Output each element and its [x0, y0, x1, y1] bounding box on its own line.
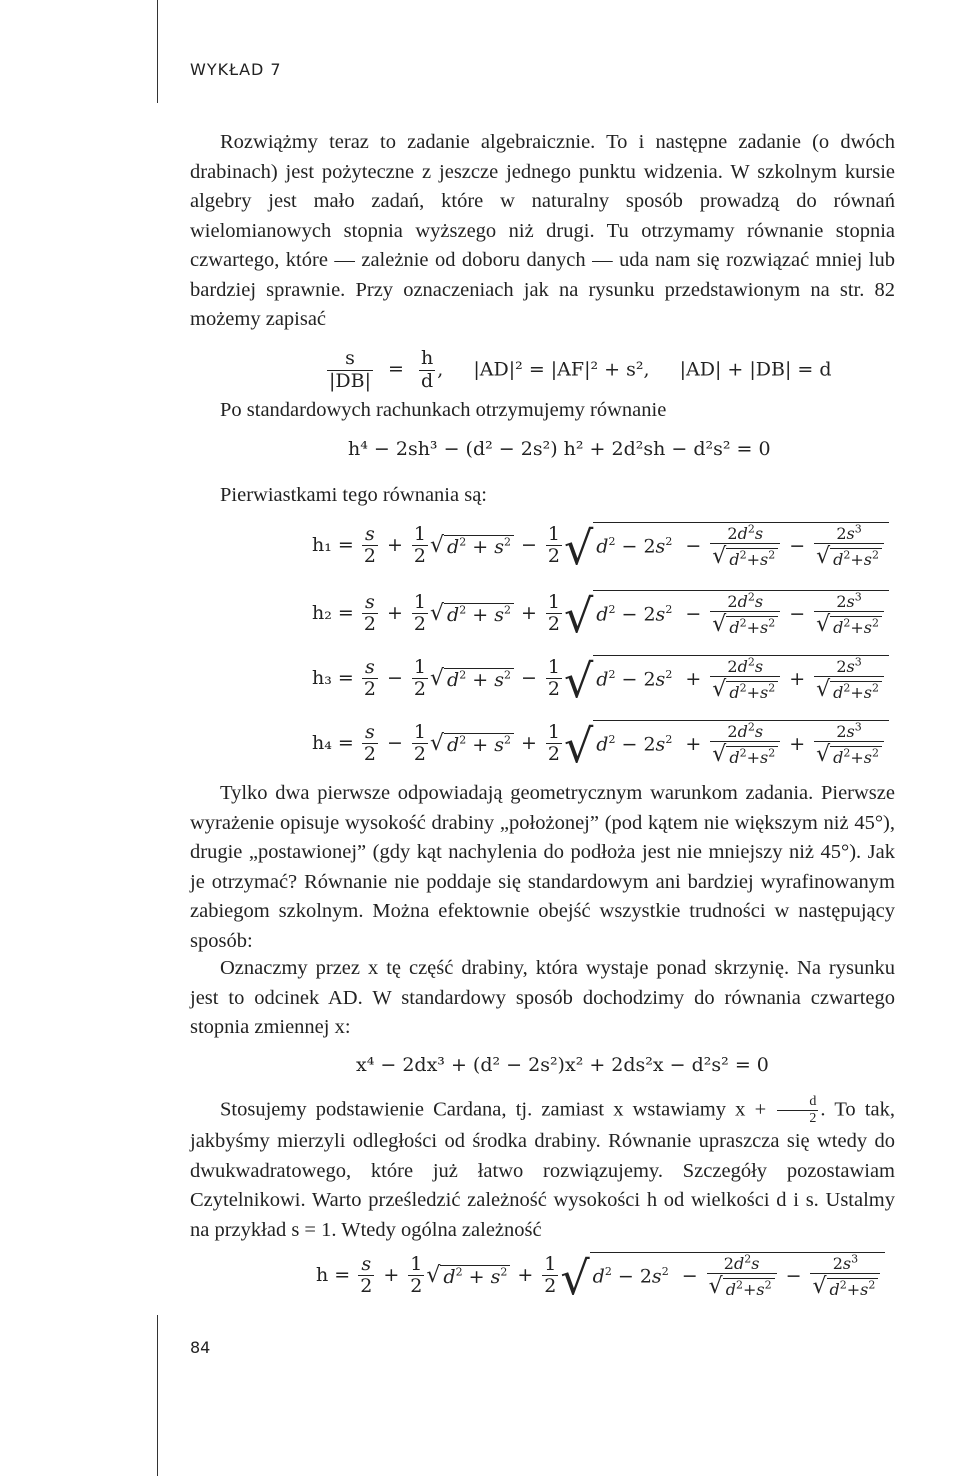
- root-label: h₃ =: [312, 666, 354, 689]
- root-formula-h2: h₂ = $\frac{s}{2}$ + $\frac{1}{2}$ √ $d^2 + s^2$ + $\frac{1}{2}$ √ $d^2 - 2s^2$ − $\frac{2d^2s}{√ d^2+s^2}$ − $\frac{2s^3}{√ d^2+s^2}$: [312, 590, 889, 638]
- fraction-h-over-d: $\frac{h}{d}$: [421, 347, 434, 392]
- root-label: h₄ =: [312, 731, 354, 754]
- root-label: h₁ =: [312, 533, 354, 556]
- margin-rule-top: [157, 0, 158, 103]
- fraction-s-over-db: $\frac{s}{|DB|}$: [329, 347, 371, 392]
- paragraph-substitution: Oznaczmy przez x tę część drabiny, która wystaje ponad skrzynię. Na rysunku jest to odcinek AD. W standardowy sposób dochodzimy do równania czwartego stopnia zmiennej x:: [190, 957, 895, 1038]
- paragraph-geometry: Tylko dwa pierwsze odpowiadają geometrycznym warunkom zadania. Pierwsze wyrażenie opisuje wysokość drabiny „położonej” (pod kątem nie większym niż 45°), drugie „postawionej” (gdy kąt nachylenia do podłoża jest nie mniejszy niż 45°). Jak je otrzymać? Równanie nie poddaje się standardowym ani bardziej wyrafinowanym zabiegom szkolnym. Można efektownie obejść wszystkie trudności w następujący sposób:: [190, 782, 895, 952]
- root-formula-h3: h₃ = $\frac{s}{2}$ − $\frac{1}{2}$ √ $d^2 + s^2$ − $\frac{1}{2}$ √ $d^2 - 2s^2$ + $\frac{2d^2s}{√ d^2+s^2}$ + $\frac{2s^3}{√ d^2+s^2}$: [312, 655, 889, 703]
- root-formula-h1: h₁ = $\frac{s}{2}$ + $\frac{1}{2}$ √ $d^2 + s^2$ − $\frac{1}{2}$ √ $d^2 - 2s^2$ − $\frac{2d^2s}{√ d^2+s^2}$ − $\frac{2s^3}{√ d^2+s^2}$: [312, 522, 889, 570]
- root-label: h₂ =: [312, 601, 354, 624]
- equation-sum: |AD| + |DB| = d: [679, 358, 832, 381]
- paragraph-intro: Rozwiążmy teraz to zadanie algebraicznie. To i następne zadanie (o dwóch drabinach) jest pożyteczne z jeszcze jednego punktu widzenia. W szkolnym kursie algebry jest mało zadań, które w naturalny sposób prowadzą do równań wielomianowych stopnia wyższego niż drugi. Tu otrzymamy równanie stopnia czwartego, które — zależnie od doboru danych — uda nam się rozwiązać mniej lub bardziej sprawnie. Przy oznaczeniach jak na rysunku przedstawionym na str. 82 możemy zapisać: [190, 131, 895, 330]
- paragraph-cardano: Stosujemy podstawienie Cardana, tj. zamiast x wstawiamy x + $\frac{d}{2}$ . To tak, jakbyśmy mierzyli odległości od środka drabiny. Równanie upraszcza się wtedy do dwukwadratowego, które już łatwo rozwiązujemy. Szczegóły pozostawiam Czytelnikowi. Warto prześledzić zależność wysokości h od wielkości d i s. Ustalmy na przykład s = 1. Wtedy ogólna zależność: [190, 1094, 896, 1241]
- paragraph-roots: Pierwiastkami tego równania są:: [220, 484, 488, 506]
- root-formula-h4: h₄ = $\frac{s}{2}$ − $\frac{1}{2}$ √ $d^2 + s^2$ + $\frac{1}{2}$ √ $d^2 - 2s^2$ + $\frac{2d^2s}{√ d^2+s^2}$ + $\frac{2s^3}{√ d^2+s^2}$: [312, 720, 889, 768]
- running-header: WYKŁAD 7: [190, 60, 282, 79]
- equation-quartic-h: h⁴ − 2sh³ − (d² − 2s²) h² + 2d²sh − d²s² = 0: [348, 438, 771, 460]
- equation-pythagoras: |AD|² = |AF|² + s²,: [473, 358, 650, 381]
- equation-quartic-x: x⁴ − 2dx³ + (d² − 2s²)x² + 2ds²x − d²s² = 0: [356, 1054, 769, 1076]
- margin-rule-bottom: [157, 1315, 158, 1476]
- equation-relations: $\frac{s}{|DB|}$ = $\frac{h}{d}$ , |AD|² = |AF|² + s², |AD| + |DB| = d: [329, 347, 832, 392]
- fraction-d-over-2: $\frac{d}{2}$: [777, 1094, 818, 1127]
- paragraph-standard: Po standardowych rachunkach otrzymujemy równanie: [220, 399, 667, 421]
- equation-final: h = $\frac{s}{2}$ + $\frac{1}{2}$ √ $d^2 + s^2$ + $\frac{1}{2}$ √ $d^2 - 2s^2$ − $\frac{2d^2s}{√ d^2+s^2}$ − $\frac{2s^3}{√ d^2+s^2}$: [316, 1252, 885, 1300]
- page-number: 84: [190, 1338, 211, 1357]
